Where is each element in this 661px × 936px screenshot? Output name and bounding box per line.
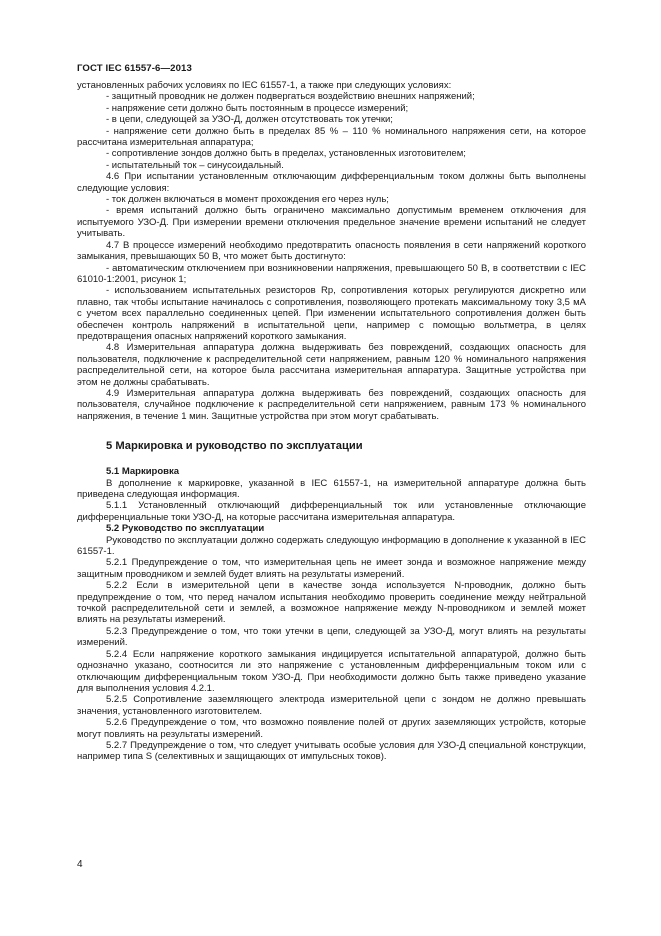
paragraph-5-2-1: 5.2.1 Предупреждение о том, что измерительная цепь не имеет зонда и возможное напряжение между защитным проводником и землей будет влиять на результаты измерений. bbox=[77, 557, 586, 580]
document-header: ГОСТ IEC 61557-6—2013 bbox=[77, 63, 192, 74]
list-item: - ток должен включаться в момент прохождения его через нуль; bbox=[106, 194, 389, 206]
paragraph: В дополнение к маркировке, указанной в IEC 61557-1, на измерительной аппаратуре должна быть приведена следующая информация. bbox=[77, 477, 586, 500]
page-number: 4 bbox=[77, 859, 83, 870]
list-item: - защитный проводник не должен подвергаться воздействию внешних напряжений; bbox=[106, 91, 475, 103]
list-item: - сопротивление зондов должно быть в пределах, установленных изготовителем; bbox=[106, 148, 466, 160]
paragraph-4-7: 4.7 В процессе измерений необходимо предотвратить опасность появления в сети напряжений короткого замыкания, превышающих 50 В, что может быть достигнуто: bbox=[77, 239, 586, 263]
paragraph: Руководство по эксплуатации должно содержать следующую информацию в дополнение к указанной в IEC 61557-1. bbox=[77, 534, 586, 558]
list-item: - использованием испытательных резисторов Rp, сопротивления которых регулируются дискретно или плавно, так чтобы испытание начиналось с сопротивления, позволяющего протекать максимальному току 3,5 мА с учетом всех параллельно соединенных цепей. При изменении испытательного сопротивления должен быть обеспечен контроль напряжений в испытательной цепи, например с помощью вольтметра, в целях предотвращения опасных напряжений короткого замыкания. bbox=[77, 285, 586, 342]
paragraph-4-8: 4.8 Измерительная аппаратура должна выдерживать без повреждений, создающих опасность для пользователя, подключение к распределительной сети напряжением, равным 120 % номинального напряжения распределительной сети, на которое была рассчитана измерительная аппаратура. Защитные устройства при этом не должны срабатывать. bbox=[77, 342, 586, 388]
list-item: - напряжение сети должно быть постоянным в процессе измерений; bbox=[106, 102, 409, 114]
paragraph: установленных рабочих условиях по IEC 61557-1, а также при следующих условиях: bbox=[77, 80, 452, 91]
paragraph-4-9: 4.9 Измерительная аппаратура должна выдерживать без повреждений, создающих опасность для пользователя, случайное подключение к распределительной сети напряжением, равным 173 % номинального напряжения, в течение 1 мин. Защитные устройства при этом могут срабатывать. bbox=[77, 387, 586, 422]
list-item: - время испытаний должно быть ограничено максимально допустимым временем отключения для испытуемого УЗО-Д. При измерении времени отключения предельное значение времени испытаний не следует учитывать. bbox=[77, 205, 586, 240]
paragraph-5-2-7: 5.2.7 Предупреждение о том, что следует учитывать особые условия для УЗО-Д специальной конструкции, например типа S (селективных и защищающих от импульсных токов). bbox=[77, 739, 586, 763]
paragraph-4-6: 4.6 При испытании установленным отключающим дифференциальным током должны быть выполнены следующие условия: bbox=[77, 171, 586, 194]
paragraph-5-1-1: 5.1.1 Установленный отключающий дифференциальный ток или установленные отключающие дифференциальные токи УЗО-Д, на которые рассчитана измерительная аппаратура. bbox=[77, 500, 586, 523]
document-body bbox=[77, 80, 586, 763]
subsection-heading: 5.2 Руководство по эксплуатации bbox=[106, 523, 265, 535]
subsection-heading: 5.1 Маркировка bbox=[106, 466, 180, 478]
section-heading: 5 Маркировка и руководство по эксплуатации bbox=[106, 440, 363, 453]
list-item: - напряжение сети должно быть в пределах 85 % – 110 % номинального напряжения сети, на которое рассчитана измерительная аппаратура; bbox=[77, 125, 586, 149]
paragraph-5-2-5: 5.2.5 Сопротивление заземляющего электрода измерительной цепи с зондом не должно превышать значения, установленного изготовителем. bbox=[77, 694, 586, 717]
list-item: - автоматическим отключением при возникновении напряжения, превышающего 50 В, в соответствии с IEC 61010-1:2001, рисунок 1; bbox=[77, 262, 586, 285]
list-item: - в цепи, следующей за УЗО-Д, должен отсутствовать ток утечки; bbox=[106, 114, 393, 126]
paragraph-5-2-6: 5.2.6 Предупреждение о том, что возможно появление полей от других заземляющих устройств, которые могут повлиять на результаты измерений. bbox=[77, 717, 586, 740]
paragraph-5-2-3: 5.2.3 Предупреждение о том, что токи утечки в цепи, следующей за УЗО-Д, могут влиять на результаты измерений. bbox=[77, 625, 586, 649]
paragraph-5-2-2: 5.2.2 Если в измерительной цепи в качестве зонда используется N-проводник, должно быть предупреждение о том, что перед началом испытания необходимо проверить соединение между нейтральной точкой распределительной сети и землей, а возможное напряжение между N-проводником и землей может влиять на результаты измерений. bbox=[77, 580, 586, 626]
list-item: - испытательный ток – синусоидальный. bbox=[106, 159, 284, 171]
paragraph-5-2-4: 5.2.4 Если напряжение короткого замыкания индицируется испытательной аппаратурой, должно быть однозначно указано, соотносится ли это напряжение с установленным дифференциальным током или с отключающим дифференциальным током УЗО-Д. При необходимости должно быть также приведено указание для выполнения условия 4.2.1. bbox=[77, 648, 586, 694]
